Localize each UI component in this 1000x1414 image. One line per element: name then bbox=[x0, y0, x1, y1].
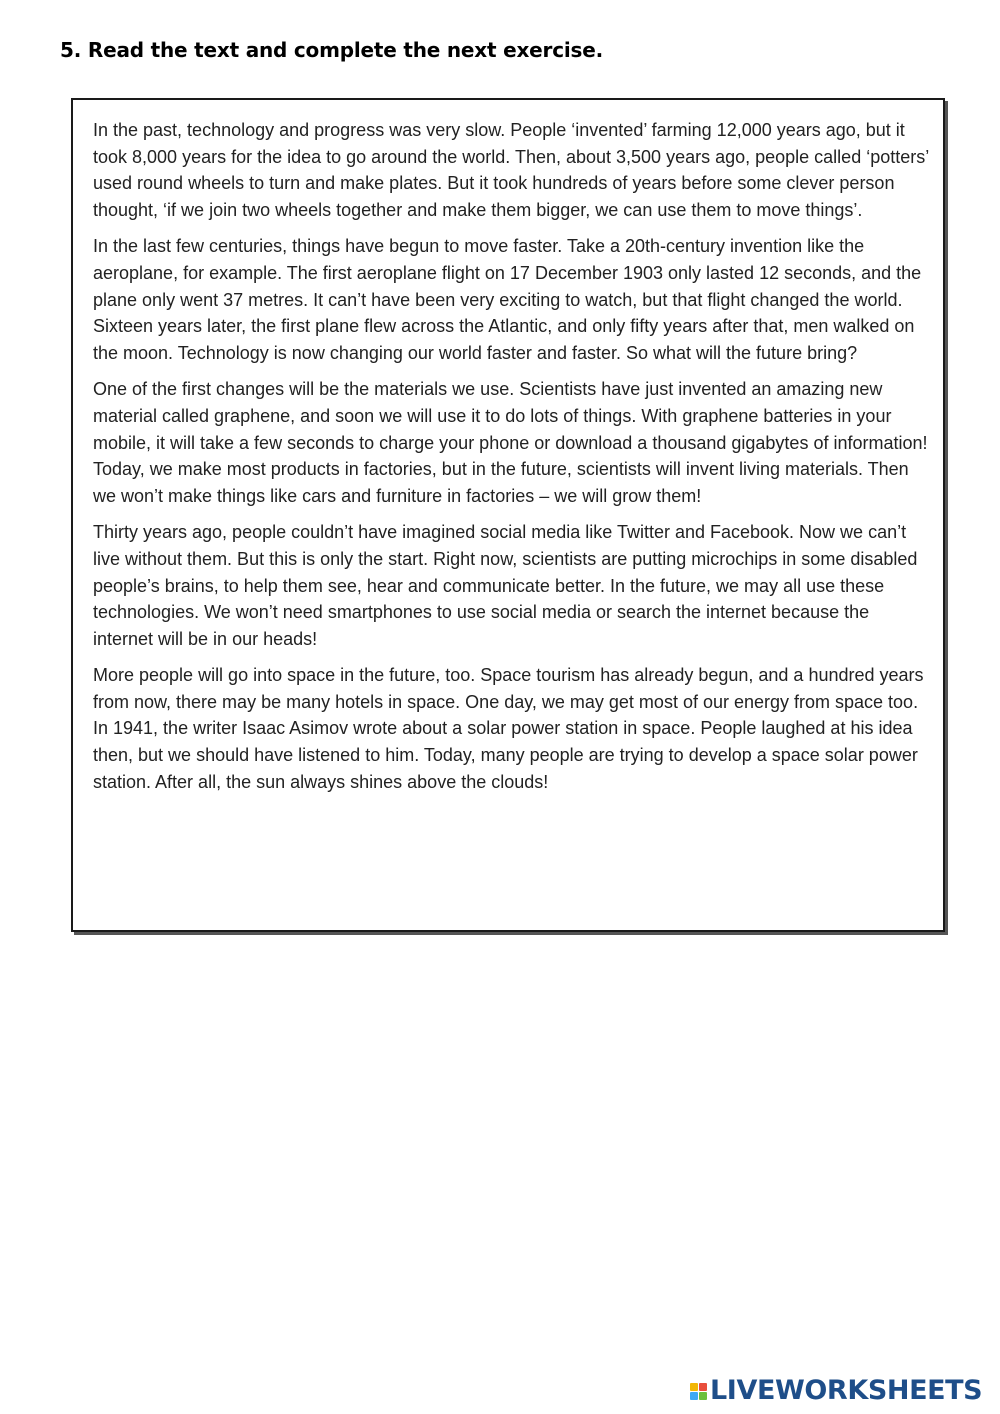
logo-square-2 bbox=[699, 1383, 707, 1391]
liveworksheets-logo bbox=[690, 1375, 982, 1407]
passage-paragraph-1: In the past, technology and progress was very slow. People ‘invented’ farming 12,000 years ago, but it took 8,000 years for the idea to go around the world. Then, about 3,500 years ago, people called ‘potters’ used round wheels to turn and make plates. But it took hundreds of years before some clever person thought, ‘if we join two wheels together and make them bigger, we can use them to move things’. bbox=[93, 120, 929, 220]
passage-paragraph-2: In the last few centuries, things have begun to move faster. Take a 20th-century invention like the aeroplane, for example. The first aeroplane flight on 17 December 1903 only lasted 12 seconds, and the plane only went 37 metres. It can’t have been very exciting to watch, but that flight changed the world. Sixteen years later, the first plane flew across the Atlantic, and only fifty years after that, men walked on the moon. Technology is now changing our world faster and faster. So what will the future bring? bbox=[93, 236, 922, 363]
logo-square-1 bbox=[690, 1383, 698, 1391]
passage-paragraph-3: One of the first changes will be the materials we use. Scientists have just invented an amazing new material called graphene, and soon we will use it to do lots of things. With graphene batteries in your mobile, it will take a few seconds to charge your phone or download a thousand gigabytes of information! Today, we make most products in factories, but in the future, scientists will invent living materials. Then we won’t make things like cars and furniture in factories – we will grow them! bbox=[93, 379, 928, 506]
logo-wordmark: LIVEWORKSHEETS bbox=[710, 1375, 983, 1406]
logo-square-4 bbox=[699, 1392, 707, 1400]
passage-paragraph-5: More people will go into space in the future, too. Space tourism has already begun, and a hundred years from now, there may be many hotels in space. One day, we may get most of our energy from space too. In 1941, the writer Isaac Asimov wrote about a solar power station in space. People laughed at his idea then, but we should have listened to him. Today, many people are trying to develop a space solar power station. After all, the sun always shines above the clouds! bbox=[93, 665, 924, 792]
liveworksheets-logo-icon bbox=[690, 1383, 707, 1400]
logo-square-3 bbox=[690, 1392, 698, 1400]
exercise-heading: 5. Read the text and complete the next exercise. bbox=[60, 38, 603, 62]
passage-paragraph-4: Thirty years ago, people couldn’t have imagined social media like Twitter and Facebook. Now we can’t live without them. But this is only the start. Right now, scientists are putting microchips in some disabled people’s brains, to help them see, hear and communicate better. In the future, we may all use these technologies. We won’t need smartphones to use social media or search the internet because the internet will be in our heads! bbox=[93, 522, 918, 649]
reading-passage-box bbox=[71, 98, 945, 932]
